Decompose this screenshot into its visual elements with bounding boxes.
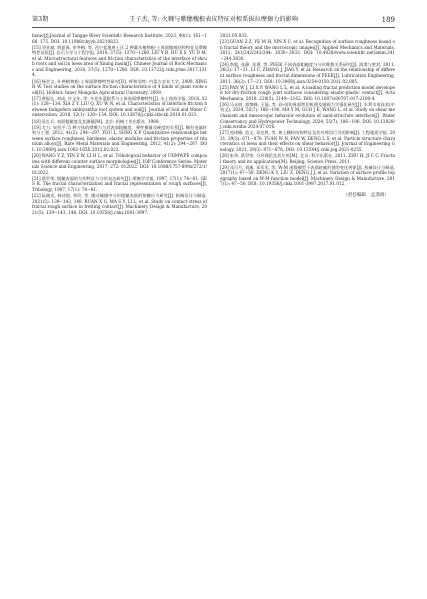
reference-entry: 2021.05.033. [220,33,248,38]
reference-entry: [25]PAN W J, LI X P, WANG L L, et al. A loading fractal prediction model developed for dry-friction rough joint surfaces considering elastic-plastic contact[J]. Acta Mechanica, 2018, 229(5): 2149−2162. DOI: 10.1007/s00707-017-2100-4. [220,84,395,101]
reference-entry: [16]杨会文. 4 种植物根-土界面摩擦特性研究[D]. 呼和浩特: 内蒙古农业大学, 2009. XING H W. Test studies on the surface friction characteristics of 4 kinds of plant roots-soil[D]. Hohhot: Inner Mongolia Agricultural University, 2009. [32,78,207,95]
reference-entry: [26]马永明, 郭黎峰, 王磊, 等. 砂-结构界面剪切机理及细观力学强化研究[J]. 水利水电技术(中英文), 2024, 55(7): 186−196. MA Y M, GUO J K, WANG L, et al. Study on shear mechanism and mesoscopic behavior evolution of sand-structure interface[J]. Water Conservancy and Hydropower Technology, 2024, 55(7): 186−196. DOI: 10.13928/j.cnki.wrahe.2024.07.016. [220,101,395,130]
reference-entry: [28]朱华, 葛世荣. 分形理论及其应用[M]. 北京: 科学出版社, 2011. ZHU H, JI C C. Fractal theory and its applications[M]. Beijing: Science Press, 2011. [220,153,395,164]
running-title: 王子杰, 等: 火棘与紫穗槐根表皮特征对根系拔拉摩擦力的影响 [129,16,298,23]
reference-entry: [29]邓可月, 刘湘, 邓军军, 等. W-M 函数模型下表面轮廓形貌的变化规律[J]. 机械设计与制造, 2017(1): 47−50. DENG K Y, LIU Z, DENG J J, et al. Variation of surface profile topography based on W-M function model[J]. Machinery Design & Manufacture, 2017(1): 47−50. DOI: 10.19356/j.cnki.1001-3997.2017.01.012. [220,164,395,187]
page-number: 189 [381,16,395,24]
header-rule [32,27,395,28]
reference-entry: [27]苑伟娜, 范文, 邓龙胜, 等. 黄土颗粒结构特征及其对剪切行为的影响[J]. 工程地质学报, 2021, 29(3): 871−878. YUAN W N, FAN W, DENG L S, et al. Particle structure characteristics of loess and their effects on shear behavior[J]. Journal of Engineering Geology, 2021, 29(3): 871−878. DOI: 10.13544/j.cnki.jeg.2021-0255. [220,130,395,152]
reference-entry: [23]GUAN Z Z, YE M H, YIN X C, et al. Recognition of surface roughness based on fractal theory and the microscopic images[J]. Applied Mechanics and Materials, 2012, 241/242/243/244: 3030−3033. DOI: 10.4028/www.scientific.net/amm.241−244.3030. [220,39,395,61]
reference-entry: [19]尤力, 宋西平. 5 种刀丝的摩擦力与其表面粗糙度、弹性模量及硬度的关系[J]. 稀有金属材料与工程, 2012, 41(2): 294−297. YOU L, SONG X P. Quantitative relationships between surface roughness, hardness, elastic modulus and friction properties of titanium alloys[J]. Rare Metal Materials and Engineering, 2012, 41(2): 294−297. DOI: 10.3969/j.issn.1002-185X.2012.02.023. [32,124,207,152]
reference-entry: [15]刘亚斌, 胡夏嵩, 余冬梅, 等. 西宁盆地黄土区 2 种灌木植物根-土界面微观结构特征及摩擦特性试验[J]. 岩石力学与工程学报, 2018, 37(5): 1270−1280. LIU Y B, HU X S, YU D M, et al. Microstructural features and friction characteristics of the interface of shrub roots and soil in loess area of Xining basin[J]. Chinese Journal of Rock Mechanics and Engineering, 2018, 37(5): 1270−1280. DOI: 10.13722/j.cnki.jrme.2017.1314. [32,44,207,78]
issue-label: 第3期 [32,16,49,23]
references-right-column [220,33,395,199]
reference-entry: [18]袁长兵. 表面粗糙度及其测量[M]. 北京: 机械工业出版社, 1989. [32,118,160,124]
responsible-editor: （责任编辑 孟翡靖） [343,192,389,198]
reference-entry: [17]黄振弘, 刘成, 许文年, 等. 多花木蓝根系与土体界面摩擦特性[J]. 水土保持学报, 2018, 32(1): 128−134. XIA Z Y, LIU Q, XU W N, et al. Characteristics of interface friction between Indigofera amblyantha root system and soil[J]. Journal of Soil and Water Conservation, 2018, 32(1): 128−134. DOI: 10.13870/j.cnki.stbcxb.2018.01.021. [32,95,207,118]
reference-entry: [22]阮晓光, 林诗韵, 李玲, 等. 微动碰撞中分形粗糙表面的接触应力研究[J]. 机械设计与制造, 2021(5): 139−143, 148. RUAN X G, MA S Y, LI L, et al. Study on contact stress of fractal rough surface in fretting contact[J]. Machinery Design & Manufacture, 2021(5): 139−143, 148. DOI: 10.19356/j.cnki.1001-3997. [32,193,207,215]
reference-entry: [24]李超, 张静, 张勇, 等. PEEK 不同表面粗糙度与分形维数关系研究[J]. 润滑与密封, 2011, 36(2): 17−21. LI C, ZHANG J, JIAO Y, et al. Research on the relationship of different surface roughness and fractal dimensions of PEEK[J]. Lubrication Engineering, 2011, 36(2): 17−21. DOI: 10.3969/j.issn.0254-0150.2011.02.005. [220,61,395,84]
running-header [32,14,395,26]
reference-entry: [20]WANG Y Z, YIN Z W, LI H L, et al. Tribological behavior of UHMWPE composites with different counter surface morphologies[J]. IOP Conference Series: Materials Science and Engineering, 2017, 272: 012022. DOI: 10.1088/1757-899x/272/1/012022. [32,153,207,175]
references-left-column [32,33,207,216]
reference-entry: faxue[J].Journal of Tangge River Scientific Research Institute, 2023, 40(1): 161−166, 175. DOI: 10.11988/ckyyb.20210822. [32,33,207,44]
reference-entry: [21]葛世荣. 粗糙表面的分形特征与分形表达研究[J]. 摩擦学学报, 1997, 17(1): 74−81. GE S R. The fractal characterization and fractal representation of rough surfaces[J]. Tribology, 1997, 17(1): 74−81. [32,175,207,192]
references-body [32,33,395,553]
